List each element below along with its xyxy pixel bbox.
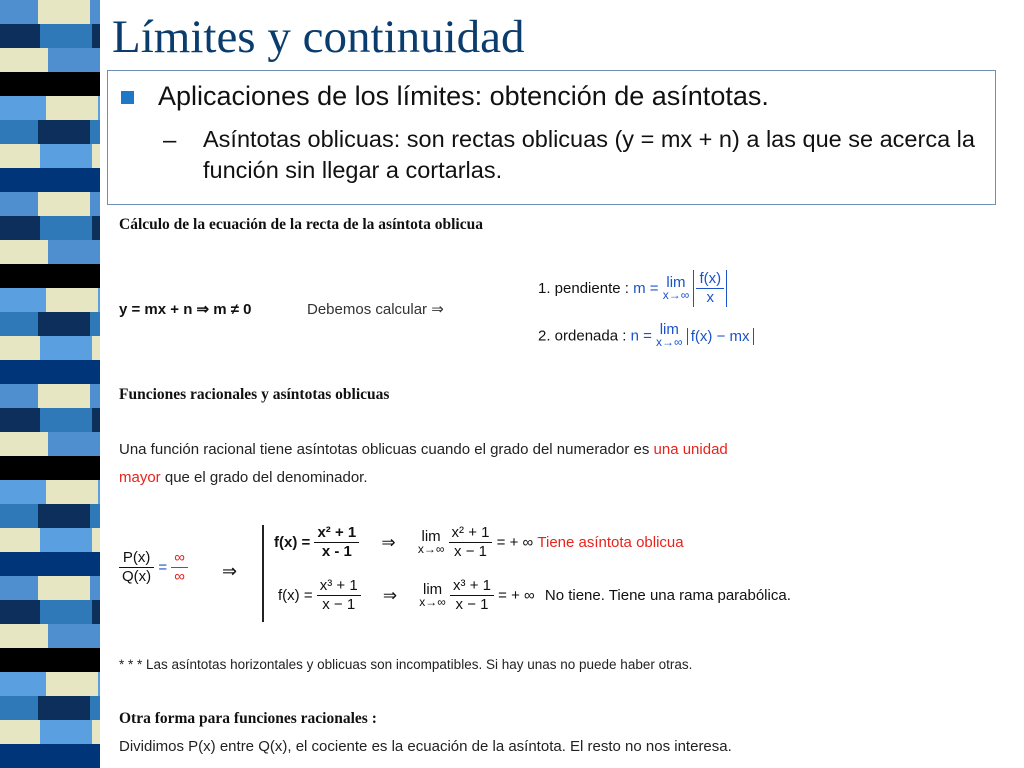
ordenada-lim: lim x→∞ bbox=[656, 321, 683, 349]
debemos-calcular: Debemos calcular ⇒ bbox=[307, 301, 444, 318]
section2-paragraph-line1: Una función racional tiene asíntotas oblicuas cuando el grado del numerador es una unidad bbox=[119, 441, 728, 458]
case2-lim-fraction: $\frac{\text{x³ + 1}}{x - 1}$ bbox=[450, 577, 494, 614]
stripe-block-accent bbox=[40, 144, 92, 168]
stripe-block-accent bbox=[40, 720, 92, 744]
case2-formula: f(x) = $\frac{\text{x³ + 1}}{x - 1}$ ⇒ lim x→∞ $\frac{\text{x³ + 1}}{x - 1}$ = + ∞ No tiene. Tiene una rama parabólica. bbox=[278, 577, 791, 613]
stripe-block-accent bbox=[54, 168, 100, 192]
ordenada-n: n = bbox=[630, 327, 652, 345]
stripe-block-accent bbox=[46, 96, 98, 120]
eq-line-form: y = mx + n ⇒ m ≠ 0 bbox=[119, 301, 252, 318]
case1-note: Tiene asíntota oblicua bbox=[537, 534, 684, 551]
bullet-box bbox=[107, 70, 996, 205]
stripe-block-accent bbox=[52, 456, 100, 480]
stripe-block-accent bbox=[38, 192, 90, 216]
case2-note: No tiene. Tiene una rama parabólica. bbox=[544, 587, 791, 604]
pendiente-m: m = bbox=[633, 280, 659, 297]
ordenada-formula bbox=[538, 323, 754, 349]
stripe-block-accent bbox=[48, 624, 100, 648]
pq-ratio: $\frac{P(x)}{Q(x)}$ = $\frac{\infty}{\infty}$ bbox=[119, 549, 188, 586]
bullet-square-icon bbox=[121, 91, 134, 104]
stripe-block-accent bbox=[38, 120, 90, 144]
ordenada-body: f(x) − mx bbox=[687, 328, 754, 345]
stripe-block-accent bbox=[38, 0, 90, 24]
stripe-block-accent bbox=[40, 600, 92, 624]
stripe-block-accent bbox=[54, 744, 100, 768]
stripe-block-accent bbox=[40, 336, 92, 360]
case2-fraction: $\frac{\text{x³ + 1}}{x - 1}$ bbox=[317, 577, 361, 614]
sub-bullet-dash: – bbox=[163, 127, 177, 154]
stripe-block-accent bbox=[38, 696, 90, 720]
stripe-block-accent bbox=[38, 576, 90, 600]
pendiente-label: 1. pendiente : bbox=[538, 280, 629, 297]
section2-paragraph-line2: mayor que el grado del denominador. bbox=[119, 469, 368, 486]
decorative-stripe bbox=[0, 0, 100, 768]
stripe-block-accent bbox=[46, 288, 98, 312]
bullet-main-text: Aplicaciones de los límites: obtención de asíntotas. bbox=[158, 81, 769, 111]
stripe-block-accent bbox=[40, 528, 92, 552]
inf-fraction: $\frac{\infty}{\infty}$ bbox=[171, 549, 188, 586]
stripe-block-accent bbox=[48, 240, 100, 264]
stripe-block-accent bbox=[52, 72, 100, 96]
stripe-block-accent bbox=[54, 552, 100, 576]
case1-lim-fraction: $\frac{\text{x² + 1}}{x - 1}$ bbox=[449, 524, 493, 561]
section2-heading: Funciones racionales y asíntotas oblicuas bbox=[119, 386, 390, 403]
pq-fraction: $\frac{P(x)}{Q(x)}$ bbox=[119, 549, 154, 586]
case1-lim: lim x→∞ bbox=[417, 527, 445, 556]
ordenada-label: 2. ordenada : bbox=[538, 327, 627, 345]
stripe-block-accent bbox=[38, 312, 90, 336]
implies-symbol: ⇒ bbox=[222, 561, 238, 581]
incompatibility-note: * * * Las asíntotas horizontales y oblicuas son incompatibles. Si hay unas no puede haber otras. bbox=[119, 657, 693, 672]
stripe-block-accent bbox=[38, 504, 90, 528]
pendiente-bracket bbox=[693, 270, 727, 307]
stripe-block-accent bbox=[46, 480, 98, 504]
section1-heading: Cálculo de la ecuación de la recta de la asíntota oblicua bbox=[119, 216, 483, 233]
vertical-divider bbox=[262, 525, 264, 622]
pendiente-fraction: $\frac{f(x)}{x}$ bbox=[696, 270, 724, 307]
stripe-block-accent bbox=[48, 432, 100, 456]
case2-lim: lim x→∞ bbox=[419, 580, 446, 609]
stripe-block-accent bbox=[40, 24, 92, 48]
stripe-block-accent bbox=[52, 648, 100, 672]
pendiente-formula bbox=[538, 270, 727, 316]
section3-heading: Otra forma para funciones racionales : bbox=[119, 710, 377, 727]
stripe-block-accent bbox=[54, 360, 100, 384]
stripe-block-accent bbox=[38, 384, 90, 408]
case1-formula: f(x) = $\frac{\text{x² + 1}}{x - 1}$ ⇒ lim x→∞ $\frac{\text{x² + 1}}{x - 1}$ = + ∞ Tiene asíntota oblicua bbox=[274, 524, 684, 560]
stripe-block-accent bbox=[48, 48, 100, 72]
section3-text: Dividimos P(x) entre Q(x), el cociente es la ecuación de la asíntota. El resto no nos interesa. bbox=[119, 738, 732, 755]
sub-bullet-text: Asíntotas oblicuas: son rectas oblicuas (y = mx + n) a las que se acerca la función sin llegar a cortarlas. bbox=[203, 126, 975, 183]
case1-fraction: $\frac{\text{x² + 1}}{x - 1}$ bbox=[314, 524, 359, 561]
stripe-block-accent bbox=[46, 672, 98, 696]
stripe-block-accent bbox=[40, 216, 92, 240]
pendiente-lim: lim x→∞ bbox=[662, 273, 690, 302]
slide-title: Límites y continuidad bbox=[112, 11, 525, 63]
stripe-block-accent bbox=[40, 408, 92, 432]
stripe-block-accent bbox=[52, 264, 100, 288]
